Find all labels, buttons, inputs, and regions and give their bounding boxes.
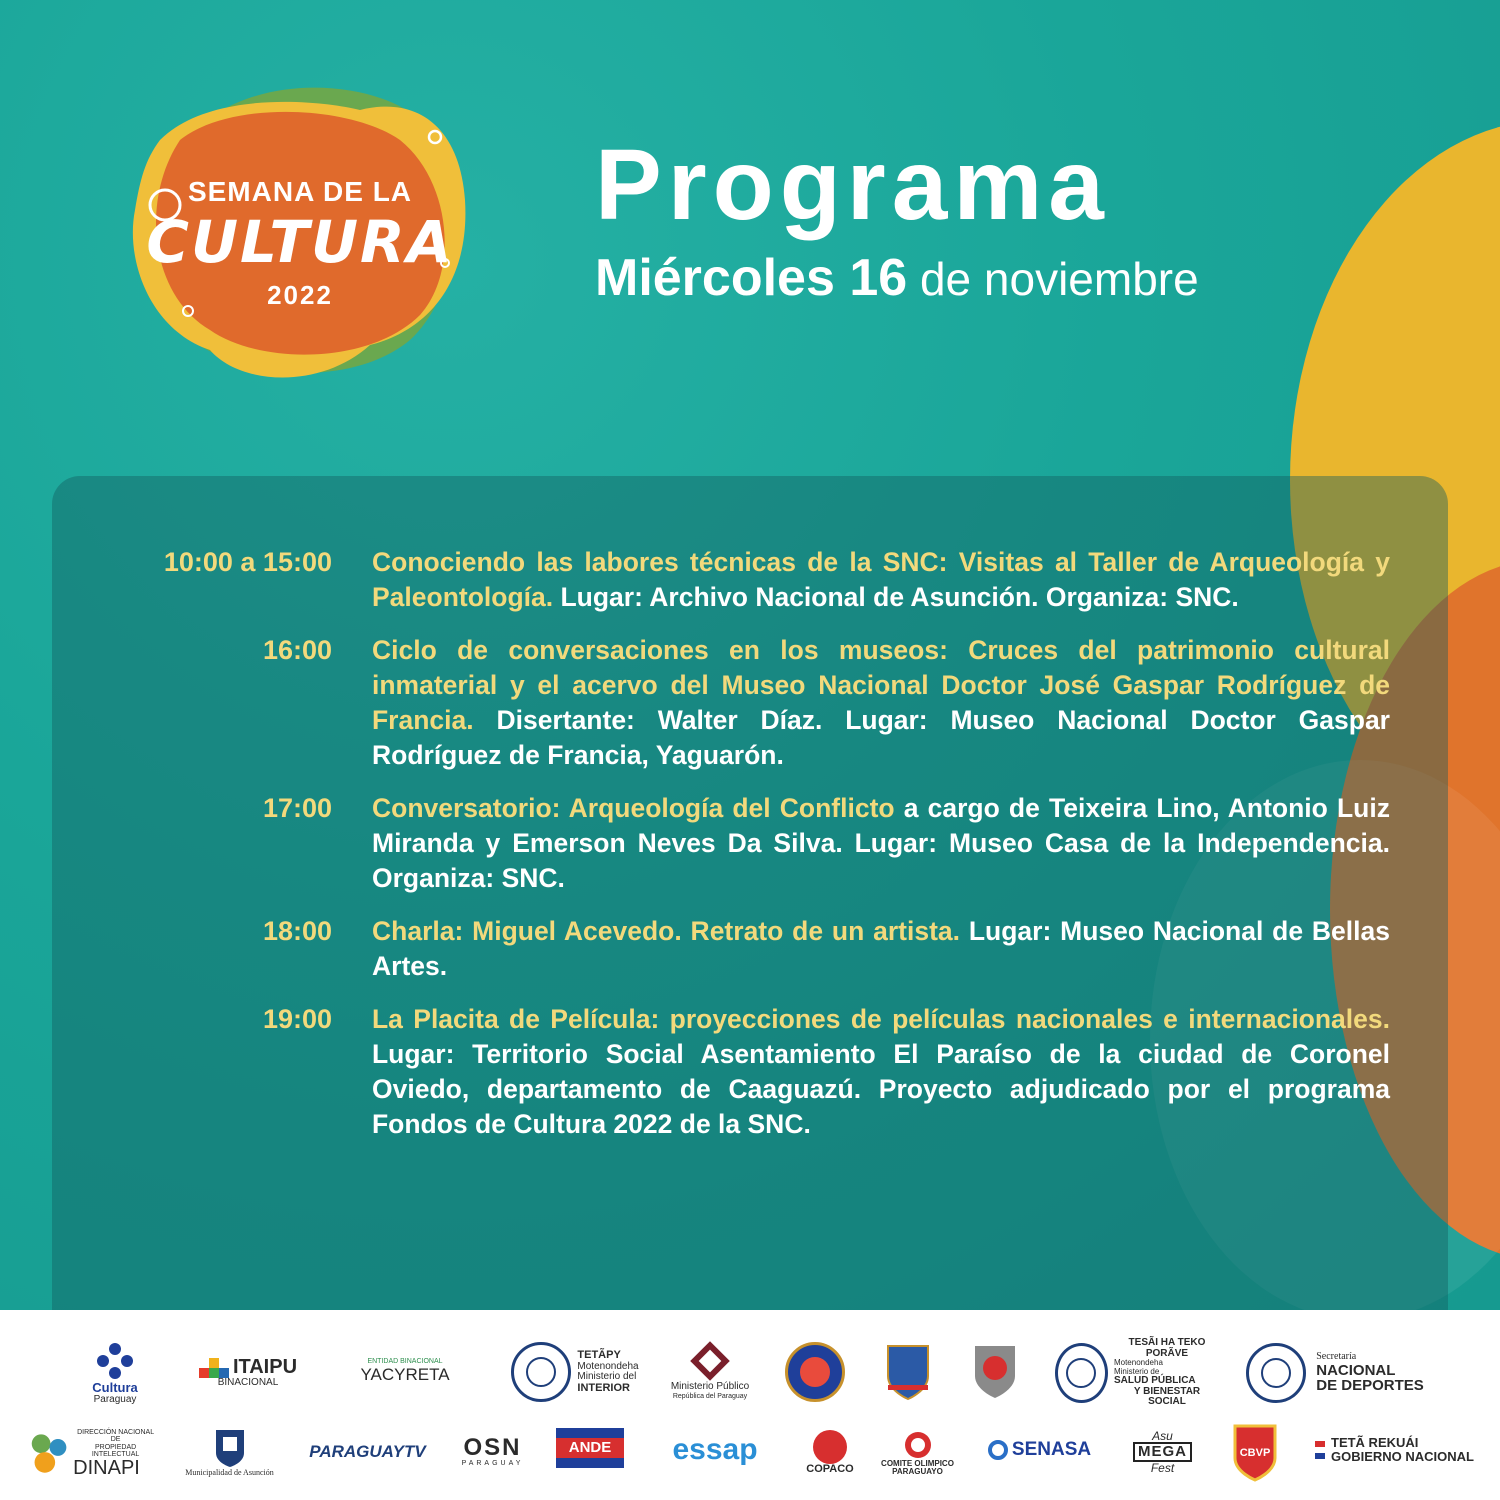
flag-icon [1315, 1441, 1325, 1459]
interior-text-4: INTERIOR [577, 1381, 630, 1394]
cultura-logo-sub: Paraguay [93, 1393, 137, 1405]
gobierno-nacional-logo [1312, 1428, 1477, 1472]
cultura-paraguay-logo [70, 1338, 160, 1408]
event-description [372, 1002, 1390, 1142]
osn-text: OSN [463, 1433, 522, 1461]
senasa-swirl-icon [988, 1440, 1008, 1460]
yacyreta-logo-text: YACYRETA [360, 1364, 450, 1384]
cbvp-text: CBVP [1239, 1447, 1271, 1459]
ministerio-publico-logo [665, 1334, 755, 1406]
salud-text-5: Y BIENESTAR SOCIAL [1133, 1385, 1201, 1408]
asu-mega-fest-logo [1120, 1416, 1205, 1488]
event-details: Lugar: Territorio Social Asentamiento El Paraíso de la ciudad de Coronel Oviedo, departamento de Caaguazú. Proyecto adjudicado por el programa Fondos de Cultura 2022 de la SNC. [372, 1039, 1390, 1139]
olympic-lion-icon [903, 1430, 933, 1460]
event-title: Ciclo de conversaciones en los museos: Cruces del patrimonio cultural inmaterial y el acervo del Museo Nacional Doctor José Gaspar Rodríguez de Francia. [372, 635, 1390, 735]
essap-text: essap [672, 1433, 758, 1467]
dinapi-text-1: DIRECCIÓN NACIONAL DE [77, 1428, 155, 1444]
paraguaytv-text: PARAGUAYTV [309, 1442, 426, 1462]
yacyreta-logo [335, 1346, 475, 1396]
event-title: Conociendo las labores técnicas de la SNC: Visitas al Taller de Arqueología y Paleontología. [372, 547, 1390, 612]
salud-text-4: SALUD PÚBLICA [1113, 1375, 1196, 1387]
event-item [110, 791, 1390, 896]
event-details: a cargo de Teixeira Lino, Antonio Luiz Miranda y Emerson Neves Da Silva. Lugar: Museo Casa de la Independencia. Organiza: SNC. [372, 793, 1390, 893]
interior-text-3: Ministerio del [577, 1371, 637, 1382]
senad-seal-logo [780, 1338, 850, 1406]
secretaria-deportes-logo [1240, 1338, 1430, 1408]
date-day: Miércoles 16 [595, 249, 908, 307]
deportes-text-2: NACIONAL [1316, 1361, 1396, 1379]
copaco-circle-icon [813, 1430, 847, 1464]
senad-seal-icon [785, 1342, 845, 1402]
senasa-text: SENASA [1011, 1439, 1092, 1461]
itaipu-mark-icon [199, 1358, 233, 1378]
event-time: 18:00 [262, 916, 332, 946]
event-list [110, 545, 1390, 1160]
megafest-text-1: Asu [1152, 1428, 1173, 1443]
ministerio-publico-text: Ministerio Público [670, 1381, 750, 1393]
coi-text-1: COMITE OLIMPICO [881, 1458, 954, 1468]
police-badge-icon [971, 1342, 1019, 1400]
event-time: 10:00 a 15:00 [163, 547, 332, 577]
ministerio-publico-sub: República del Paraguay [672, 1392, 748, 1400]
dinapi-text-2: PROPIEDAD INTELECTUAL [91, 1443, 140, 1458]
itaipu-logo [188, 1348, 308, 1398]
event-description [372, 633, 1390, 773]
cultura-flower-icon [95, 1341, 135, 1381]
interior-text-1: TETÃPY [577, 1348, 621, 1361]
semana-cultura-logo [120, 80, 480, 390]
comite-olimpico-logo [875, 1418, 960, 1488]
municipal-shield-icon [213, 1427, 247, 1469]
page-title: Programa [595, 129, 1110, 241]
event-item [110, 914, 1390, 984]
date-month: de noviembre [907, 253, 1199, 305]
osn-logo [455, 1426, 530, 1476]
event-details: Lugar: Archivo Nacional de Asunción. Organiza: SNC. [553, 582, 1239, 612]
cbvp-shield-icon [1231, 1422, 1279, 1482]
republic-seal-icon [1246, 1343, 1306, 1403]
event-item [110, 633, 1390, 773]
gobierno-text-2: GOBIERNO NACIONAL [1331, 1449, 1474, 1464]
dinapi-text-3: DINAPI [73, 1457, 140, 1480]
cultura-logo-text: Cultura [92, 1379, 138, 1395]
gobierno-text-1: TETÃ REKUÁI [1331, 1435, 1419, 1451]
coi-text-2: PARAGUAYO [892, 1467, 943, 1476]
event-title: La Placita de Película: proyecciones de películas nacionales e internacionales. [372, 1004, 1390, 1034]
ministerio-salud-logo [1055, 1338, 1220, 1408]
megafest-text-3: Fest [1150, 1460, 1175, 1475]
municipalidad-text: Municipalidad de Asunción [185, 1467, 274, 1477]
senasa-logo [982, 1428, 1097, 1472]
megafest-text-2: MEGA [1133, 1442, 1192, 1462]
interior-text-2: Motenondeha [577, 1360, 639, 1372]
logo-text-semana: SEMANA DE LA [187, 176, 413, 207]
army-shield-logo [875, 1336, 941, 1406]
ministerio-interior-logo [505, 1338, 645, 1406]
republic-seal-icon [1055, 1343, 1108, 1403]
cbvp-logo [1225, 1416, 1285, 1488]
event-item [110, 1002, 1390, 1142]
event-details: Lugar: Museo Nacional de Bellas Artes. [372, 916, 1390, 981]
dinapi-gears-icon [28, 1429, 69, 1479]
itaipu-logo-text: ITAIPU [232, 1356, 298, 1379]
ande-text: ANDE [556, 1438, 624, 1458]
army-shield-icon [883, 1341, 933, 1401]
logo-text-cultura: CULTURA [146, 208, 454, 276]
salud-text-3: Ministerio de [1113, 1366, 1160, 1376]
osn-sub: PARAGUAY [461, 1459, 524, 1467]
logo-text-year: 2022 [267, 280, 333, 310]
event-details: Disertante: Walter Díaz. Lugar: Museo Nacional Doctor Gaspar Rodríguez de Francia, Yaguarón. [372, 705, 1390, 770]
ande-logo [555, 1426, 625, 1470]
sponsor-footer [0, 1310, 1500, 1500]
itaipu-logo-sub: BINACIONAL [217, 1377, 279, 1389]
event-description [372, 791, 1390, 896]
event-time: 17:00 [262, 793, 332, 823]
event-time: 19:00 [262, 1004, 332, 1034]
republic-seal-icon [511, 1342, 571, 1402]
copaco-logo [800, 1418, 860, 1488]
copaco-text: COPACO [806, 1463, 854, 1476]
event-description [372, 545, 1390, 615]
municipalidad-asuncion-logo [172, 1418, 287, 1486]
dinapi-logo [28, 1422, 158, 1486]
event-title: Conversatorio: Arqueología del Conflicto [372, 793, 895, 823]
event-title: Charla: Miguel Acevedo. Retrato de un artista. [372, 916, 961, 946]
essap-logo [650, 1428, 780, 1472]
event-time: 16:00 [262, 635, 332, 665]
date-subtitle [595, 248, 1199, 308]
salud-text-2: Motenondeha [1113, 1358, 1163, 1368]
police-badge-logo [965, 1338, 1025, 1404]
event-description [372, 914, 1390, 984]
event-item [110, 545, 1390, 615]
salud-text-1: TESÃI HA TEKO PORÃVE [1128, 1337, 1206, 1359]
paraguaytv-logo [300, 1432, 435, 1472]
deportes-text-3: DE DEPORTES [1316, 1377, 1424, 1395]
deportes-text-1: Secretaría [1316, 1351, 1357, 1362]
yacyreta-logo-top: ENTIDAD BINACIONAL [367, 1358, 443, 1366]
ministerio-publico-icon [689, 1340, 731, 1382]
